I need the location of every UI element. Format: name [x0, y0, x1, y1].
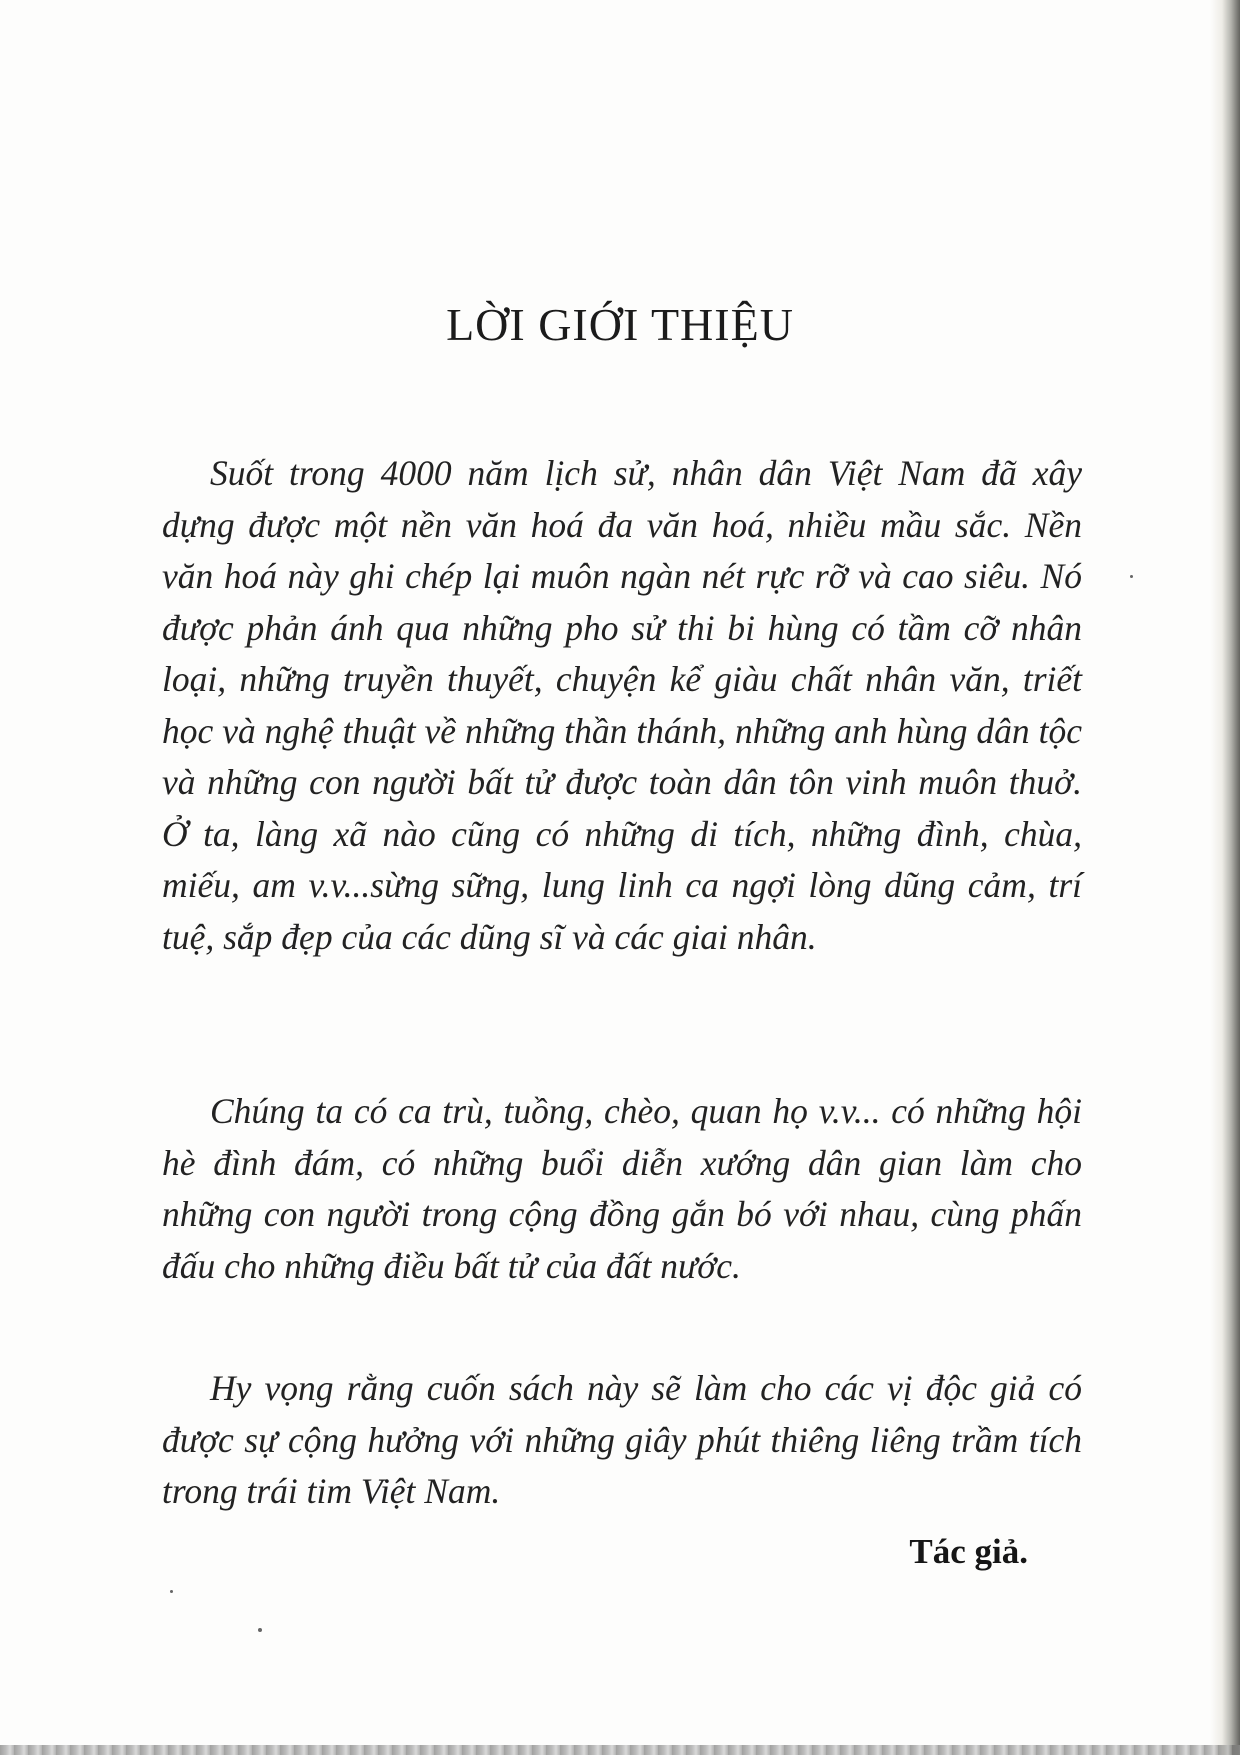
page-title: LỜI GIỚI THIỆU — [446, 299, 794, 350]
scan-edge-right — [1210, 0, 1240, 1755]
scan-speck — [1130, 575, 1133, 578]
scan-edge-bottom — [0, 1745, 1240, 1755]
author-signature: Tác giả. — [909, 1532, 1028, 1571]
paragraph-3: Hy vọng rằng cuốn sách này sẽ làm cho các vị độc giả có được sự cộng hưởng với những giây phút thiêng liêng trầm tích trong trái tim Việt Nam. — [162, 1368, 1082, 1511]
scan-speck — [258, 1628, 262, 1632]
paragraph-1: Suốt trong 4000 năm lịch sử, nhân dân Việt Nam đã xây dựng được một nền văn hoá đa văn hoá, nhiều mầu sắc. Nền văn hoá này ghi chép lại muôn ngàn nét rực rỡ và cao siêu. Nó được phản ánh qua những pho sử thi bi hùng có tầm cỡ nhân loại, những truyền thuyết, chuyện kể giàu chất nhân văn, triết học và nghệ thuật về những thần thánh, những anh hùng dân tộc và những con người bất tử được toàn dân tôn vinh muôn thuở. Ở ta, làng xã nào cũng có những di tích, những đình, chùa, miếu, am v.v...sừng sững, lung linh ca ngợi lòng dũng cảm, trí tuệ, sắp đẹp của các dũng sĩ và các giai nhân. — [162, 453, 1082, 957]
scan-speck — [170, 1590, 173, 1593]
paragraph-2: Chúng ta có ca trù, tuồng, chèo, quan họ v.v... có những hội hè đình đám, có những buổi diễn xướng dân gian làm cho những con người trong cộng đồng gắn bó với nhau, cùng phấn đấu cho những điều bất tử của đất nước. — [162, 1091, 1082, 1286]
